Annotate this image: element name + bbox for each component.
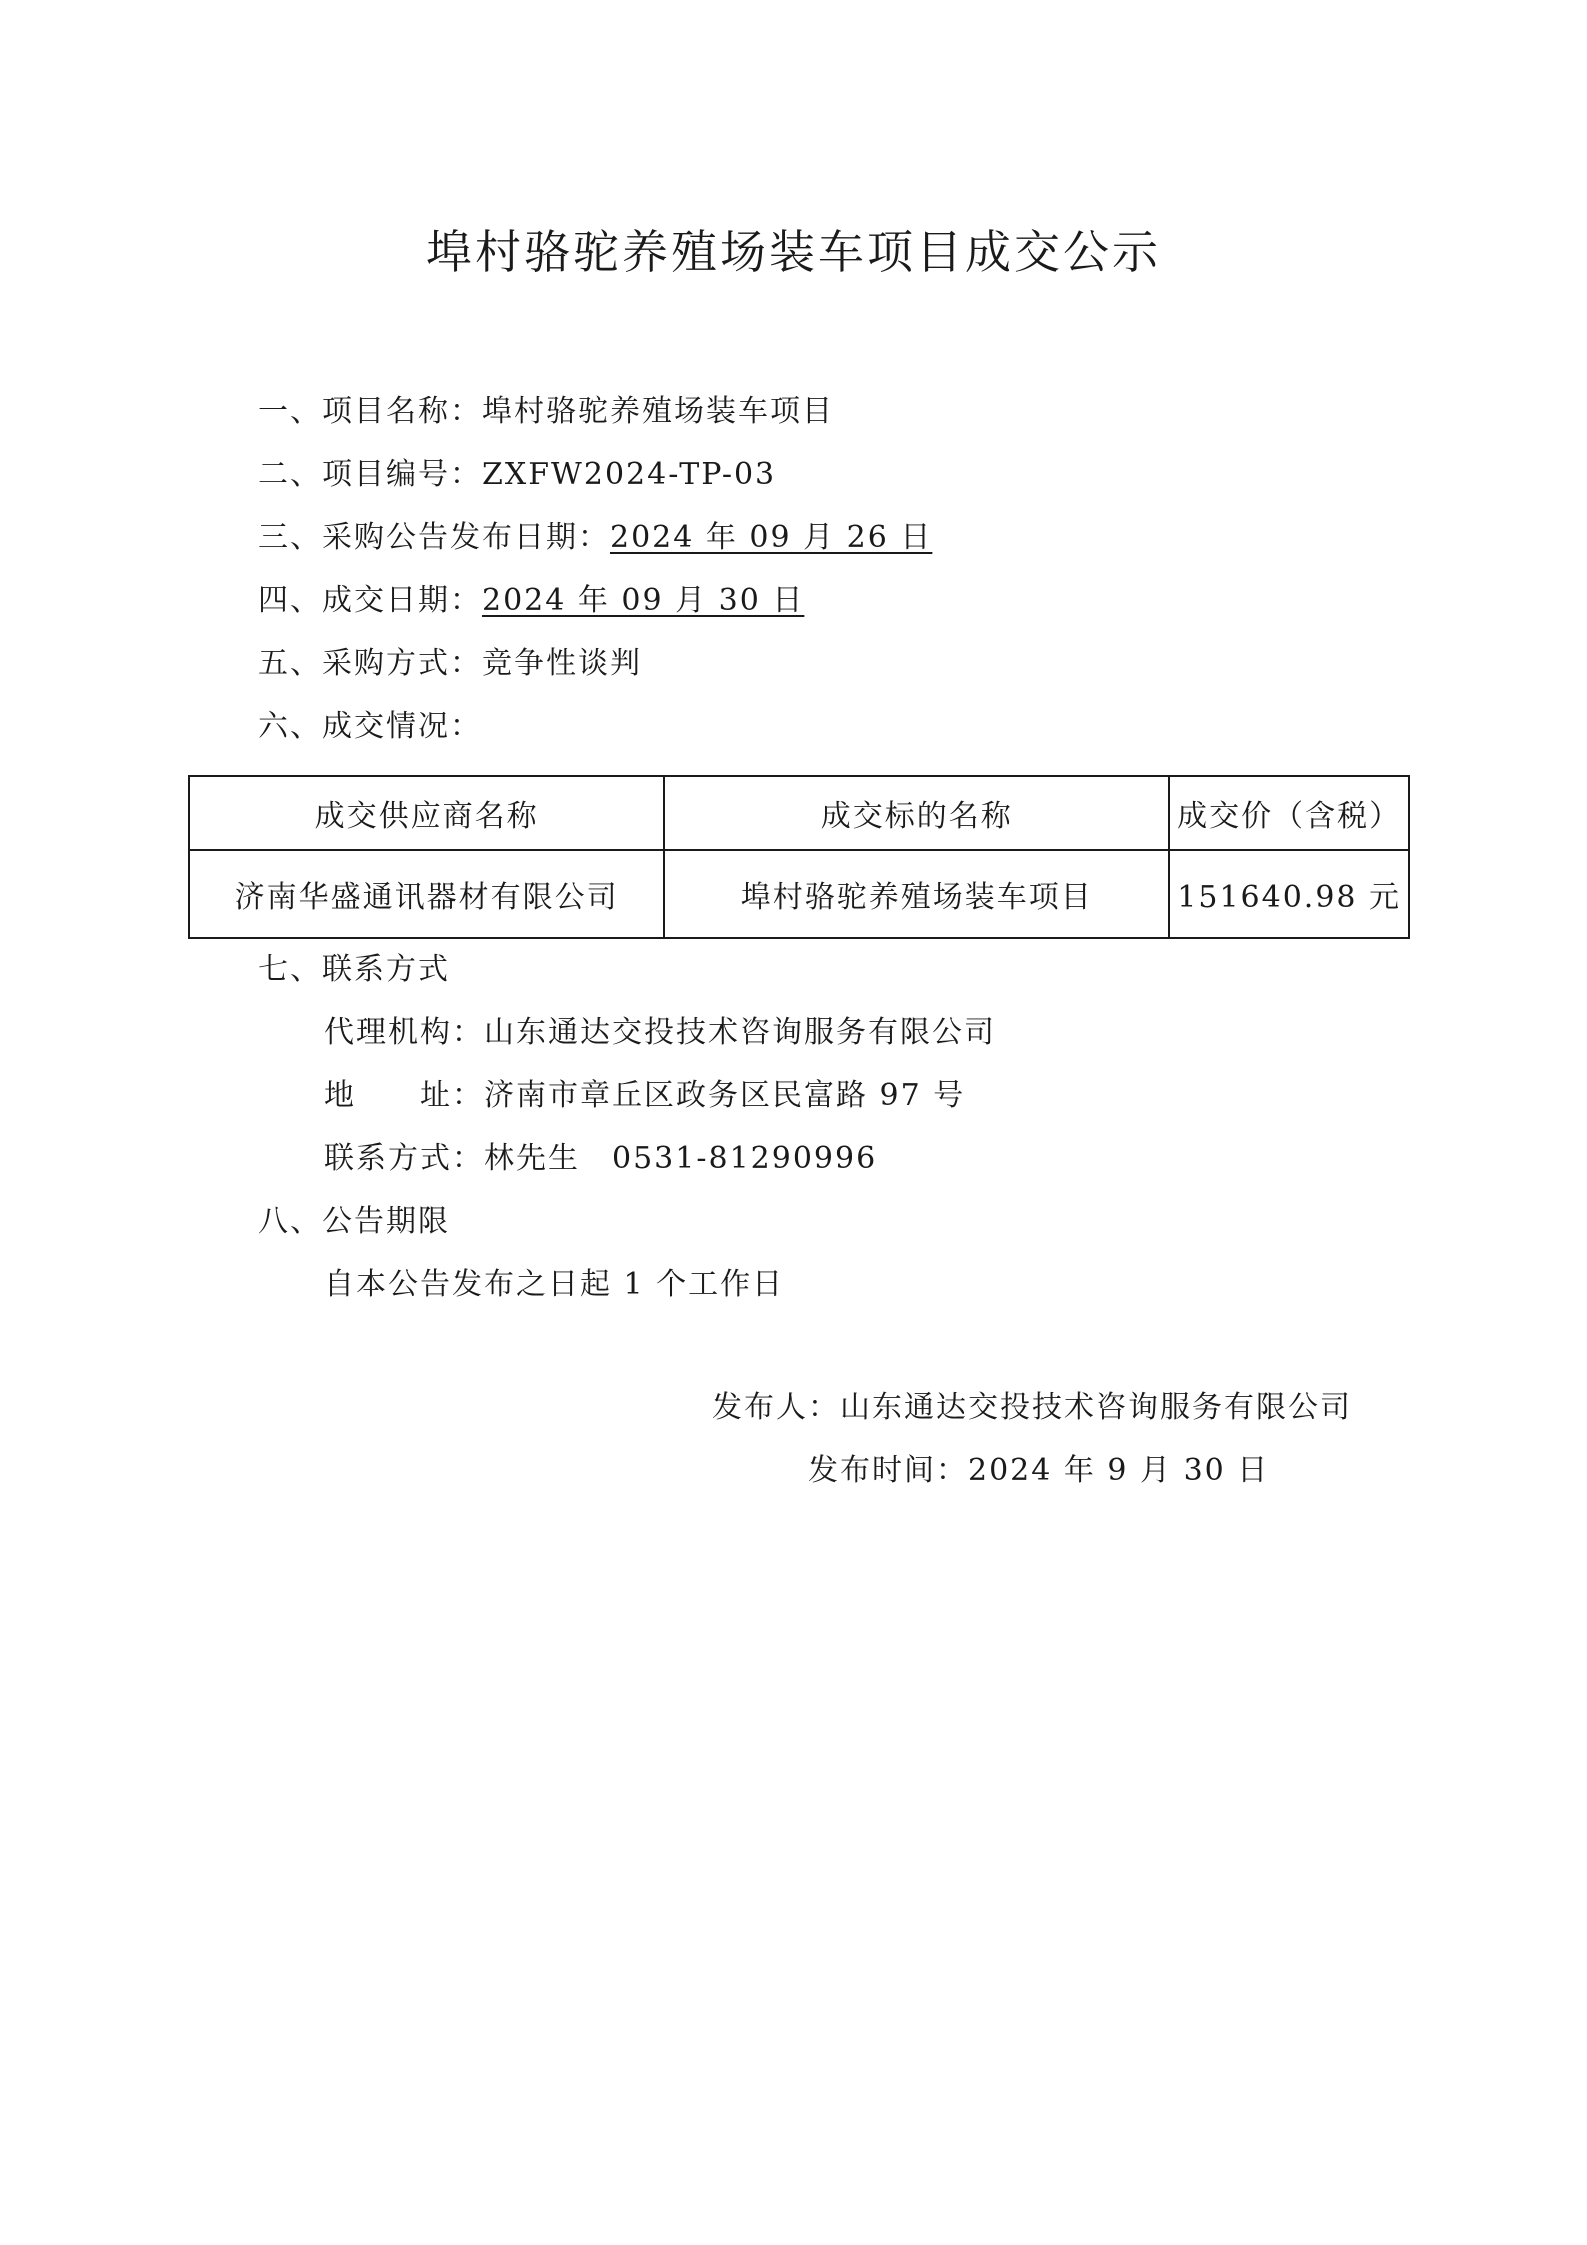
deal-info-line [258,707,482,747]
publisher-line: 发布人：山东通达交投技术咨询服务有限公司 [712,1390,1352,1425]
publish-date-value: 2024 年 09 月 26 日 [610,520,933,555]
agency-line [324,1013,996,1053]
period-value: 自本公告发布之日起 1 个工作日 [324,1267,785,1302]
period-heading: 八、公告期限 [258,1204,450,1239]
contact-heading: 七、联系方式 [258,952,450,987]
address-value: 济南市章丘区政务区民富路 97 号 [484,1078,966,1113]
supplier-name-cell: 济南华盛通讯器材有限公司 [189,850,664,938]
table-header-cell: 成交价（含税） [1169,776,1409,850]
project-number-label: 二、项目编号： [258,457,482,492]
agency-value: 山东通达交投技术咨询服务有限公司 [484,1015,996,1050]
table-header-row [189,776,1409,850]
phone-line [324,1139,877,1179]
project-number-line [258,455,776,495]
subject-name-cell: 埠村骆驼养殖场装车项目 [664,850,1169,938]
deal-date-line [258,581,804,621]
procurement-method-value: 竞争性谈判 [482,646,642,681]
deal-date-value: 2024 年 09 月 30 日 [482,583,805,618]
phone-value: 林先生 0531-81290996 [484,1141,878,1176]
agency-label: 代理机构： [324,1015,484,1050]
table-row [189,850,1409,938]
table-header-cell: 成交标的名称 [664,776,1169,850]
procurement-method-label: 五、采购方式： [258,646,482,681]
project-name-value: 埠村骆驼养殖场装车项目 [482,394,834,429]
deal-date-label: 四、成交日期： [258,583,482,618]
publish-time-line: 发布时间：2024 年 9 月 30 日 [808,1453,1270,1488]
publish-date-label: 三、采购公告发布日期： [258,520,610,555]
project-name-label: 一、项目名称： [258,394,482,429]
price-cell: 151640.98 元 [1169,850,1409,938]
table-header-cell: 成交供应商名称 [189,776,664,850]
procurement-method-line [258,644,642,684]
deal-info-label: 六、成交情况： [258,709,482,744]
project-number-value: ZXFW2024-TP-03 [482,457,777,492]
deal-result-table [188,775,1410,939]
project-name-line [258,392,834,432]
address-label: 地 址： [324,1078,484,1113]
publish-date-line [258,518,932,558]
document-title: 埠村骆驼养殖场装车项目成交公示 [426,225,1161,279]
address-line [324,1076,965,1116]
phone-label: 联系方式： [324,1141,484,1176]
